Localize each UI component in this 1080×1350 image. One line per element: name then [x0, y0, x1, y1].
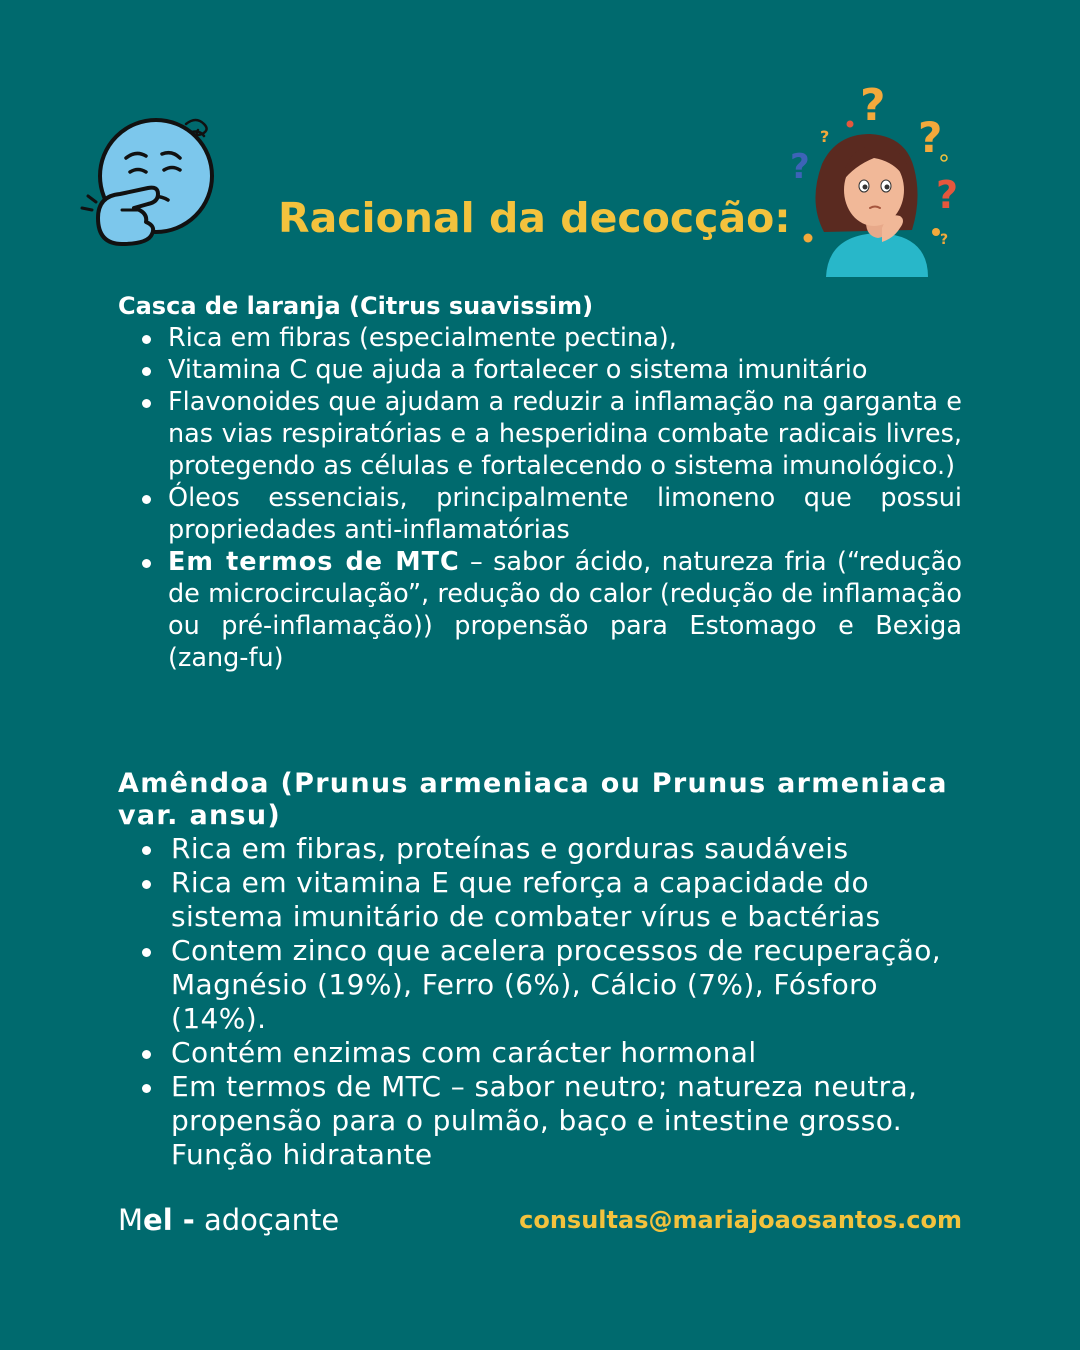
contact-email: consultas@mariajoaosantos.com: [519, 1206, 962, 1234]
bullet-list: [118, 322, 962, 674]
svg-text:?: ?: [860, 82, 886, 131]
honey-note: Mel - adoçante: [118, 1203, 340, 1237]
section-heading: Casca de laranja (Citrus suavissim): [118, 292, 594, 320]
list-item: Em termos de MTC – sabor neutro; natureza neutra, propensão para o pulmão, baço e intestine grosso. Função hidratante: [118, 1070, 962, 1172]
list-item: Flavonoides que ajudam a reduzir a inflamação na garganta e nas vias respiratórias e a hesperidina combate radicais livres, protegendo as células e fortalecendo o sistema imunológico.): [118, 386, 962, 482]
almond-section: [118, 768, 962, 1172]
svg-text:?: ?: [820, 127, 830, 146]
list-item: Vitamina C que ajuda a fortalecer o sistema imunitário: [118, 354, 962, 386]
list-item: Óleos essenciais, principalmente limoneno que possui propriedades anti-inflamatórias: [118, 482, 962, 546]
list-item: Contem zinco que acelera processos de recuperação, Magnésio (19%), Ferro (6%), Cálcio (7%), Fósforo (14%).: [118, 934, 962, 1036]
section-heading: Amêndoa (Prunus armeniaca ou Prunus armeniaca var. ansu): [118, 768, 948, 831]
svg-text:?: ?: [940, 232, 949, 248]
list-item: Rica em vitamina E que reforça a capacidade do sistema imunitário de combater vírus e bactérias: [118, 866, 962, 934]
bullet-list: [118, 832, 962, 1172]
list-item: Em termos de MTC – sabor ácido, natureza fria (“redução de microcirculação”, redução do calor (redução de inflamação ou pré-inflamação)) propensão para Estomago e Bexiga (zang-fu): [118, 546, 962, 674]
svg-text:?: ?: [790, 147, 810, 187]
list-item: Rica em fibras, proteínas e gorduras saudáveis: [118, 832, 962, 866]
svg-text:?: ?: [918, 113, 943, 162]
orange-peel-section: [118, 290, 962, 674]
page-title: Racional da decocção:: [278, 194, 791, 242]
svg-text:?: ?: [936, 173, 959, 217]
confused-woman-question-marks-illustration: [786, 82, 976, 277]
list-item: Rica em fibras (especialmente pectina),: [118, 322, 962, 354]
mtc-label: Em termos de MTC: [168, 547, 460, 577]
list-item: Contém enzimas com carácter hormonal: [118, 1036, 962, 1070]
thinking-face-icon: [78, 110, 220, 250]
